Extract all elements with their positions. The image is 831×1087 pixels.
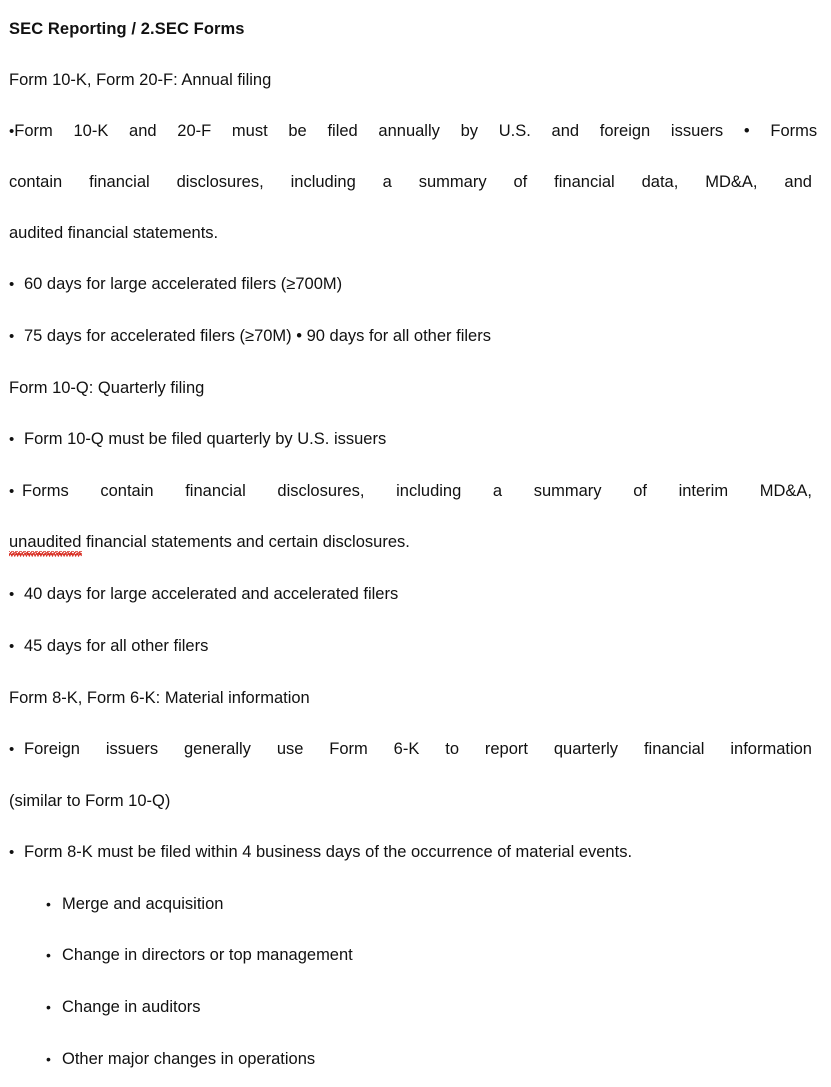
heading-form-10k-20f: Form 10-K, Form 20-F: Annual filing [9, 71, 272, 89]
bullet-10q-quarterly-text: Form 10-Q must be filed quarterly by U.S. issuers [24, 430, 387, 448]
bullet-8k-four-days [9, 842, 812, 863]
sub-bullet-change-directors [46, 945, 812, 965]
sub-bullet-glyph-icon: • [46, 896, 51, 912]
bullet-glyph-icon: • [9, 638, 15, 655]
bullet-glyph-icon: • [9, 741, 15, 758]
bullet-glyph-icon: • [9, 328, 15, 345]
bullet-annual-filing-line-1 [9, 121, 818, 142]
justified-text-2: contain financial disclosures, including a summary of financial data, MD&A, and [9, 173, 812, 191]
bullet-glyph-icon: • [9, 844, 15, 861]
bullet-75-days-text: 75 days for accelerated filers (≥70M) • 90 days for all other filers [24, 327, 491, 345]
bullet-10q-quarterly [9, 429, 812, 450]
bullet-annual-filing-line-2 [9, 172, 812, 192]
bullet-40-days-text: 40 days for large accelerated and accelerated filers [24, 585, 399, 603]
bullet-10q-disclosures-line-1 [9, 481, 812, 502]
bullet-45-days [9, 636, 812, 657]
justified-text-1: Form 10-K and 20-F must be filed annually by U.S. and foreign issuers • Forms [14, 122, 818, 140]
bullet-10q-disclosures-rest: financial statements and certain disclosures. [81, 533, 410, 551]
heading-form-8k-6k: Form 8-K, Form 6-K: Material information [9, 689, 310, 707]
sub-bullet-change-auditors [46, 997, 812, 1017]
spellcheck-squiggle-icon [9, 552, 82, 557]
bullet-glyph-icon: • [9, 431, 15, 448]
heading-form-10q: Form 10-Q: Quarterly filing [9, 379, 205, 397]
sub-bullet-other-changes-text: Other major changes in operations [62, 1050, 316, 1068]
justified-text-4: Foreign issuers generally use Form 6-K to report quarterly financial information [24, 740, 812, 758]
sub-bullet-glyph-icon: • [46, 1051, 51, 1067]
justified-text-3: Forms contain financial disclosures, including a summary of interim MD&A, [22, 482, 812, 500]
bullet-annual-filing-text-1 [14, 121, 817, 141]
bullet-glyph-icon: • [9, 123, 15, 140]
bullet-75-days [9, 326, 812, 347]
sub-bullet-merge-acquisition-text: Merge and acquisition [62, 895, 224, 913]
bullet-8k-four-days-text: Form 8-K must be filed within 4 business days of the occurrence of material events. [24, 843, 633, 861]
bullet-10q-disclosures-line-2 [9, 532, 812, 552]
sub-bullet-glyph-icon: • [46, 999, 51, 1015]
misspelled-word-text: unaudited [9, 533, 82, 551]
bullet-6k-foreign-line-1 [9, 739, 812, 760]
bullet-glyph-icon: • [9, 483, 15, 500]
sub-bullet-change-directors-text: Change in directors or top management [62, 946, 353, 964]
bullet-45-days-text: 45 days for all other filers [24, 637, 209, 655]
sub-bullet-glyph-icon: • [46, 947, 51, 963]
bullet-glyph-icon: • [9, 586, 15, 603]
bullet-6k-foreign-line-2: (similar to Form 10-Q) [9, 792, 171, 810]
sub-bullet-change-auditors-text: Change in auditors [62, 998, 201, 1016]
misspelled-word-unaudited [9, 532, 82, 552]
sub-bullet-merge-acquisition [46, 894, 812, 914]
bullet-40-days [9, 584, 812, 605]
bullet-annual-filing-line-3: audited financial statements. [9, 224, 219, 242]
bullet-glyph-icon: • [9, 276, 15, 293]
bullet-60-days [9, 274, 812, 295]
bullet-60-days-text: 60 days for large accelerated filers (≥700M) [24, 275, 343, 293]
page-title: SEC Reporting / 2.SEC Forms [9, 20, 245, 38]
sub-bullet-other-changes [46, 1049, 812, 1069]
